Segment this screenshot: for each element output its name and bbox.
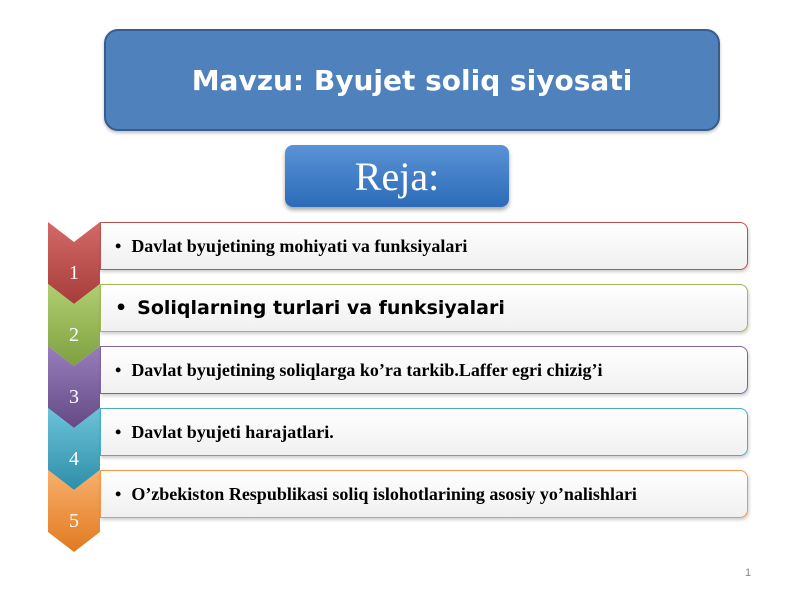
reja-label: Reja: xyxy=(354,153,440,199)
slide-title: Mavzu: Byujet soliq siyosati xyxy=(191,63,633,97)
item-bar-5: • O’zbekiston Respublikasi soliq islohotlarining asosiy yo’nalishlari xyxy=(100,470,748,518)
item-number-2: 2 xyxy=(69,323,79,346)
reja-box xyxy=(285,145,509,207)
item-bar-2: • Soliqlarning turlari va funksiyalari xyxy=(100,284,748,332)
item-bar-1: • Davlat byujetining mohiyati va funksiyalari xyxy=(100,222,748,270)
item-number-4: 4 xyxy=(69,447,79,470)
item-number-3: 3 xyxy=(69,385,79,408)
item-text-5: O’zbekiston Respublikasi soliq islohotlarining asosiy yo’nalishlari xyxy=(131,484,637,504)
item-text-2: Soliqlarning turlari va funksiyalari xyxy=(137,297,505,319)
item-text-4: Davlat byujeti harajatlari. xyxy=(131,422,334,442)
list-item-5 xyxy=(48,470,750,562)
item-text-1: Davlat byujetining mohiyati va funksiyalari xyxy=(131,236,468,256)
item-bar-3: • Davlat byujetining soliqlarga ko’ra tarkib.Laffer egri chizig’i xyxy=(100,346,748,394)
slide-number: 1 xyxy=(745,567,752,579)
item-bar-4: • Davlat byujeti harajatlari. xyxy=(100,408,748,456)
item-number-5: 5 xyxy=(69,509,79,532)
title-box xyxy=(104,29,720,131)
chevron-5-icon xyxy=(48,470,100,562)
item-number-1: 1 xyxy=(69,261,79,284)
item-text-3: Davlat byujetining soliqlarga ko’ra tarkib.Laffer egri chizig’i xyxy=(131,360,603,380)
